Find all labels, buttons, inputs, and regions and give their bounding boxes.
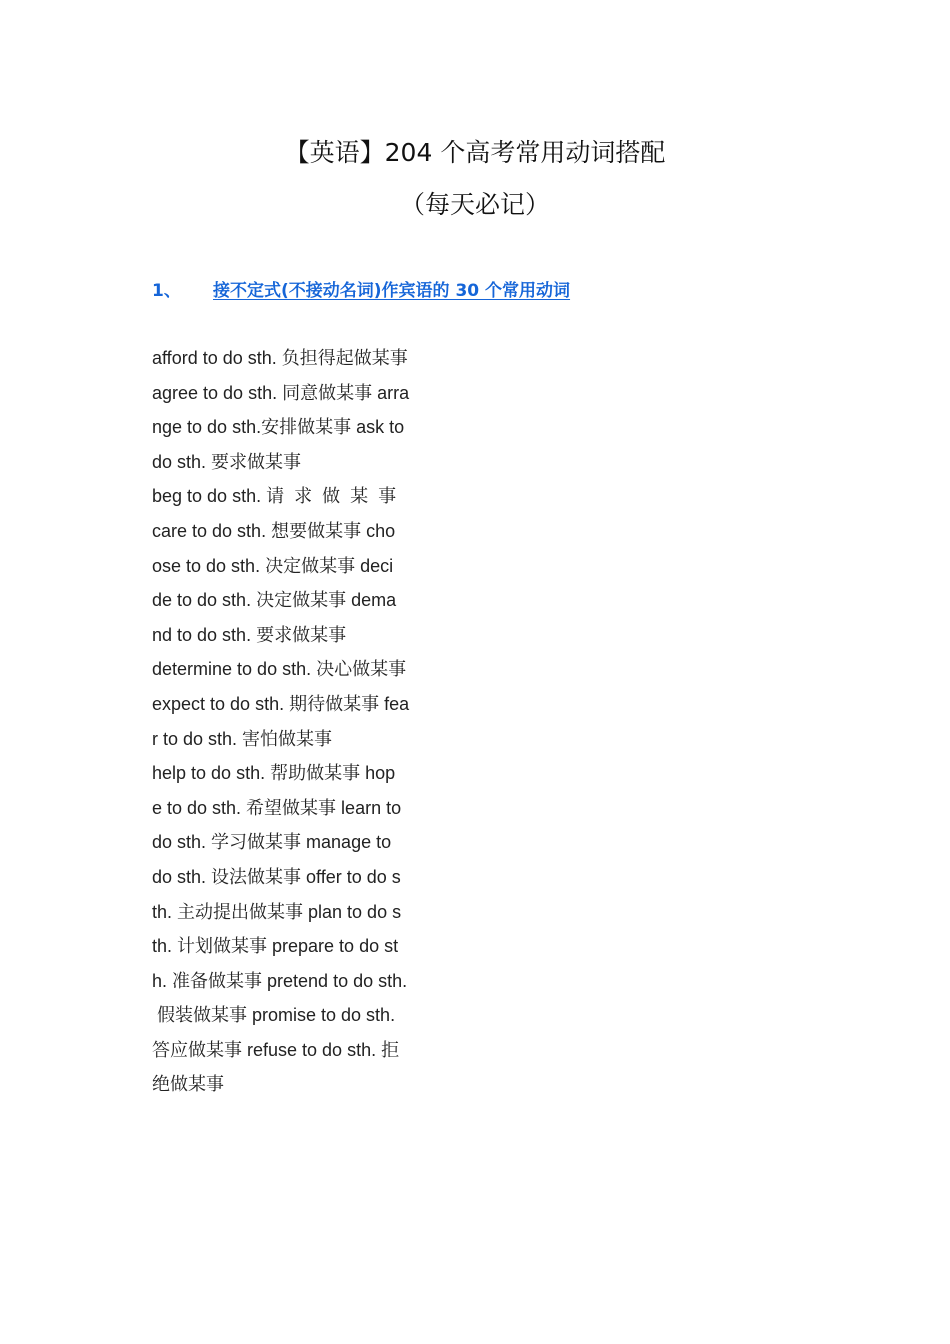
verb-line: determine to do sth. 决心做某事 [152,659,407,680]
verb-line: 假装做某事 promise to do sth. [152,1005,396,1026]
section-heading-link[interactable]: 接不定式(不接动名词)作宾语的 30 个常用动词 [213,281,571,301]
verb-line: nge to do sth.安排做某事 ask to [152,417,405,438]
verb-line: e to do sth. 希望做某事 learn to [152,797,402,818]
verb-line: nd to do sth. 要求做某事 [152,624,347,645]
document-subtitle: （每天必记） [399,190,550,219]
verb-line: th. 计划做某事 prepare to do st [152,936,399,957]
verb-line: ose to do sth. 决定做某事 deci [152,555,394,576]
verb-line: do sth. 学习做某事 manage to [152,832,392,853]
verb-line: expect to do sth. 期待做某事 fea [152,693,410,714]
verb-line: beg to do sth. 请 求 做 某 事 [152,486,397,507]
verb-line: th. 主动提出做某事 plan to do s [152,901,402,922]
verb-line: do sth. 要求做某事 [152,451,302,472]
verb-list [152,341,452,1102]
verb-line: agree to do sth. 同意做某事 arra [152,382,410,403]
verb-line: r to do sth. 害怕做某事 [152,728,333,749]
document-title: 【英语】204 个高考常用动词搭配 [284,138,666,167]
verb-line: help to do sth. 帮助做某事 hop [152,763,396,784]
verb-line: 绝做某事 [152,1074,224,1095]
verb-line: afford to do sth. 负担得起做某事 [152,348,408,368]
verb-line: 答应做某事 refuse to do sth. 拒 [152,1039,400,1060]
section-heading [152,278,570,304]
verb-line: care to do sth. 想要做某事 cho [152,520,396,541]
verb-line: do sth. 设法做某事 offer to do s [152,866,401,887]
verb-line: de to do sth. 决定做某事 dema [152,590,397,611]
verb-line: h. 准备做某事 pretend to do sth. [152,970,408,991]
section-number: 1、 [152,281,181,301]
